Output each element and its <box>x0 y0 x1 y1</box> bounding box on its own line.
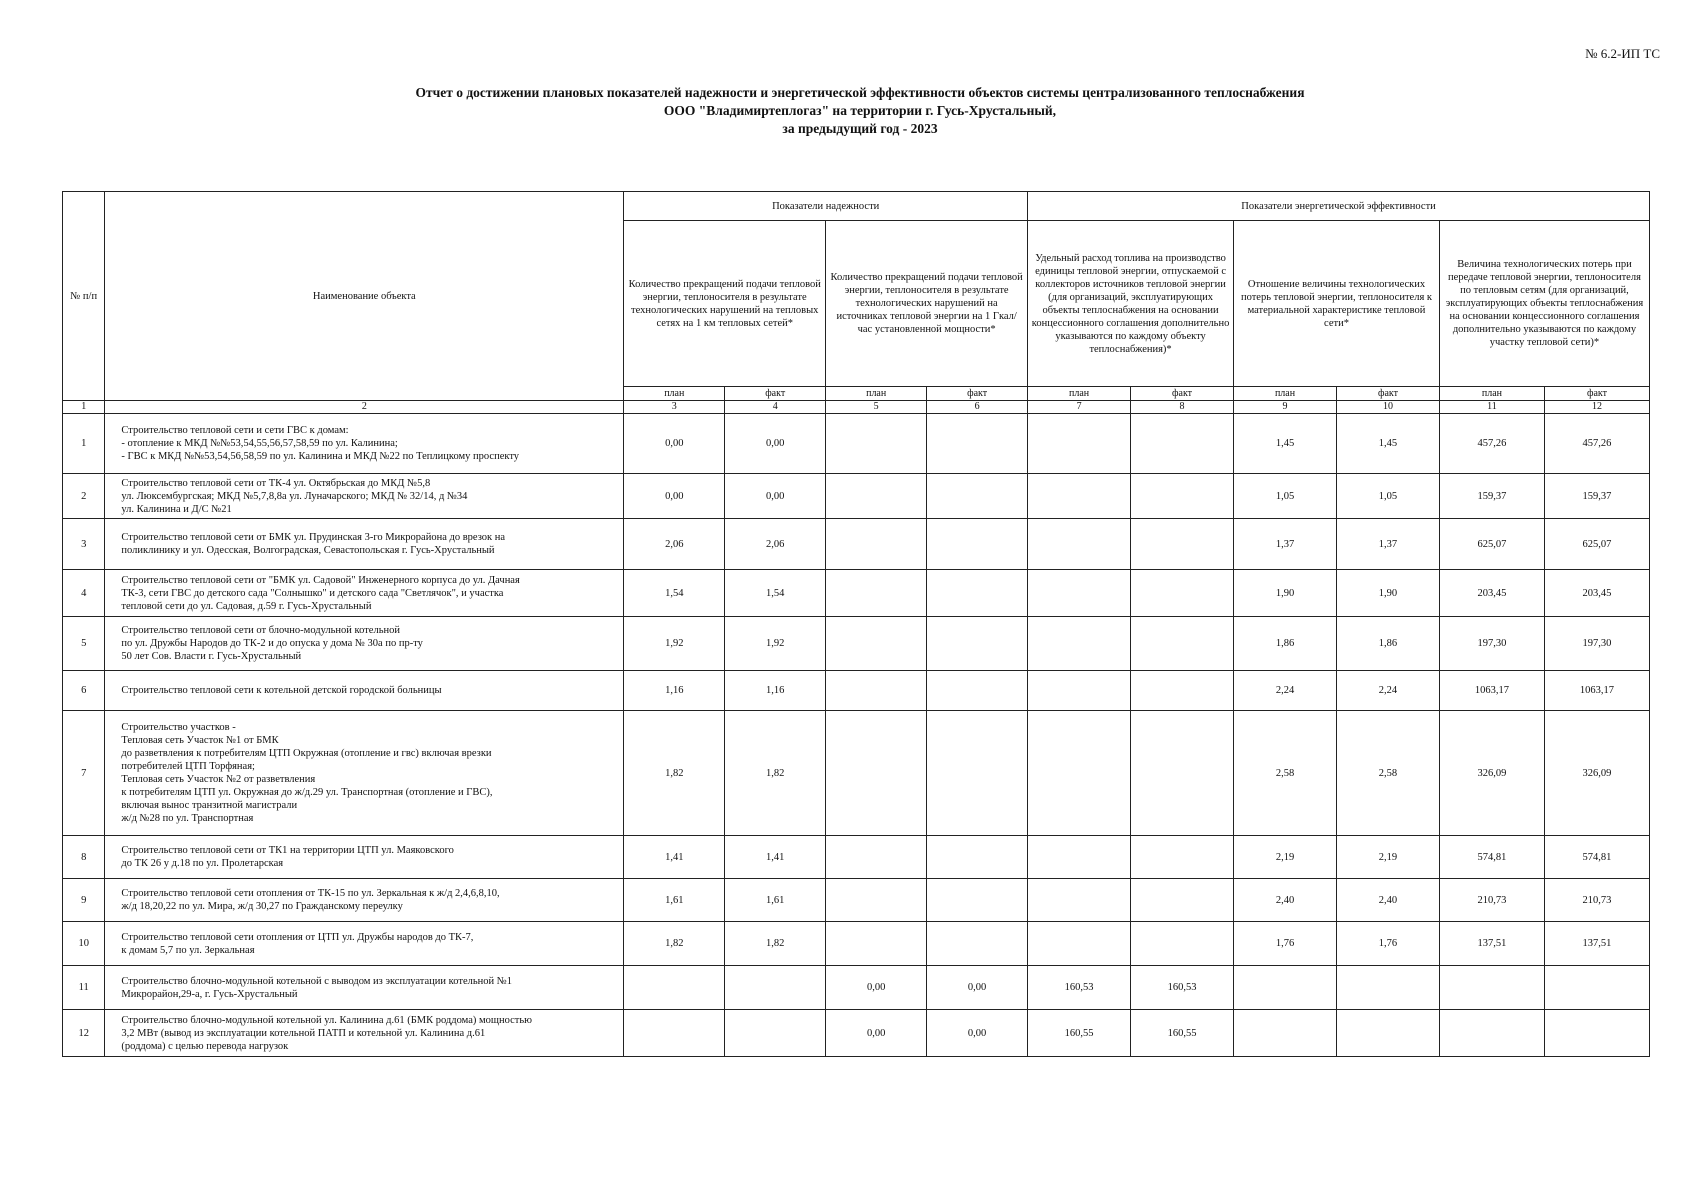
object-name-line: Тепловая сеть Участок №1 от БМК <box>121 735 279 746</box>
fact-value <box>1131 570 1234 617</box>
header-number: № п/п <box>63 192 105 401</box>
row-number: 6 <box>63 671 105 711</box>
column-number: 2 <box>105 401 624 414</box>
plan-value <box>826 836 927 879</box>
header-source-interruptions: Количество прекращений подачи тепловой энергии, теплоносителя в результате технологических нарушений на источниках тепловой энергии на 1 Гкал/час установленной мощности* <box>826 221 1028 387</box>
plan-value: 457,26 <box>1439 414 1544 474</box>
object-name <box>105 1010 624 1057</box>
column-number: 8 <box>1131 401 1234 414</box>
plan-value: 160,55 <box>1028 1010 1131 1057</box>
object-name-line: Строительство тепловой сети отопления от ТК-15 по ул. Зеркальная к ж/д 2,4,6,8,10, <box>121 888 500 899</box>
fact-value <box>725 966 826 1010</box>
fact-value: 2,58 <box>1337 711 1440 836</box>
object-name <box>105 617 624 671</box>
plan-value <box>1028 711 1131 836</box>
fact-value <box>1544 966 1649 1010</box>
plan-value: 2,19 <box>1234 836 1337 879</box>
object-name <box>105 519 624 570</box>
plan-value: 2,24 <box>1234 671 1337 711</box>
plan-value: 2,58 <box>1234 711 1337 836</box>
plan-value: 1,41 <box>624 836 725 879</box>
object-name-line: Строительство тепловой сети от БМК ул. Прудинская 3-го Микрорайона до врезок на <box>121 532 506 543</box>
header-efficiency: Показатели энергетической эффективности <box>1028 192 1650 221</box>
object-name-line: Тепловая сеть Участок №2 от разветвления <box>121 774 316 785</box>
plan-value: 0,00 <box>624 474 725 519</box>
header-fuel-consumption: Удельный расход топлива на производство единицы тепловой энергии, отпускаемой с коллекторов источников тепловой энергии (для организаций, эксплуатирующих объекты теплоснабжения на основании концессионного соглашения дополнительно указываются по каждому объекту теплоснабжения)* <box>1028 221 1234 387</box>
form-number: № 6.2-ИП ТС <box>1585 46 1660 61</box>
object-name-line: - ГВС к МКД №№53,54,56,58,59 по ул. Калинина и МКД №22 по Теплицкому проспекту <box>121 451 520 462</box>
object-name-line: до разветвления к потребителям ЦТП Окружная (отопление и гвс) включая врезки <box>121 748 492 759</box>
object-name-line: (роддома) с целью перевода нагрузок <box>121 1040 289 1052</box>
column-number: 7 <box>1028 401 1131 414</box>
header-network-interruptions: Количество прекращений подачи тепловой энергии, теплоносителя в результате технологических нарушений на тепловых сетях на 1 км тепловых сетей* <box>624 221 826 387</box>
object-name-line: до ТК 26 у д.18 по ул. Пролетарская <box>121 858 284 869</box>
plan-value <box>826 922 927 966</box>
fact-value <box>927 519 1028 570</box>
plan-value <box>1234 966 1337 1010</box>
object-name-line: ТК-3, сети ГВС до детского сада "Солнышко" и детского сада "Светлячок", и участка <box>121 587 504 599</box>
plan-value: 1,37 <box>1234 519 1337 570</box>
plan-value <box>1028 570 1131 617</box>
object-name-line: Строительство тепловой сети от ТК1 на территории ЦТП ул. Маяковского <box>121 845 454 856</box>
plan-value: 2,06 <box>624 519 725 570</box>
plan-value <box>624 966 725 1010</box>
plan-value <box>1439 1010 1544 1057</box>
table-body <box>63 414 1650 1057</box>
object-name-line: Строительство тепловой сети от ТК-4 ул. Октябрьская до МКД №5,8 <box>121 477 431 489</box>
fact-value: 457,26 <box>1544 414 1649 474</box>
object-name-line: Строительство тепловой сети от "БМК ул. Садовой" Инженерного корпуса до ул. Дачная <box>121 574 520 586</box>
row-number: 4 <box>63 570 105 617</box>
object-name-line: Строительство тепловой сети от блочно-модульной котельной <box>121 625 400 636</box>
fact-value: 137,51 <box>1544 922 1649 966</box>
plan-value <box>1028 617 1131 671</box>
header-fact: факт <box>1337 387 1440 401</box>
table-row <box>63 519 1650 570</box>
plan-value <box>826 570 927 617</box>
table-row <box>63 474 1650 519</box>
header-fact: факт <box>1131 387 1234 401</box>
plan-value: 159,37 <box>1439 474 1544 519</box>
fact-value: 2,40 <box>1337 879 1440 922</box>
plan-value <box>1028 836 1131 879</box>
header-plan: план <box>1234 387 1337 401</box>
row-number: 7 <box>63 711 105 836</box>
plan-value <box>1028 519 1131 570</box>
plan-value: 0,00 <box>826 966 927 1010</box>
object-name-line: 3,2 МВт (вывод из эксплуатации котельной ПАТП и котельной ул. Калинина д.61 <box>121 1027 486 1039</box>
title-line-2: ООО "Владимиртеплогаз" на территории г. Гусь-Хрустальный, <box>663 103 1057 118</box>
object-name-line: тепловой сети до ул. Садовая, д.59 г. Гусь-Хрустальный <box>121 600 372 612</box>
fact-value <box>1337 966 1440 1010</box>
column-number: 9 <box>1234 401 1337 414</box>
table-row <box>63 879 1650 922</box>
object-name <box>105 671 624 711</box>
fact-value: 197,30 <box>1544 617 1649 671</box>
plan-value: 0,00 <box>624 414 725 474</box>
fact-value: 326,09 <box>1544 711 1649 836</box>
row-number: 12 <box>63 1010 105 1057</box>
header-plan: план <box>624 387 725 401</box>
plan-value: 197,30 <box>1439 617 1544 671</box>
fact-value: 2,06 <box>725 519 826 570</box>
plan-value: 1,45 <box>1234 414 1337 474</box>
fact-value <box>927 711 1028 836</box>
title-line-1: Отчет о достижении плановых показателей надежности и энергетической эффективности объектов системы централизованного теплоснабжения <box>415 85 1305 100</box>
header-object-name: Наименование объекта <box>105 192 624 401</box>
fact-value: 0,00 <box>927 966 1028 1010</box>
fact-value: 1,41 <box>725 836 826 879</box>
plan-value: 1,05 <box>1234 474 1337 519</box>
table-row <box>63 414 1650 474</box>
header-technological-losses: Величина технологических потерь при передаче тепловой энергии, теплоносителя по тепловым сетям (для организаций, эксплуатирующих объекты теплоснабжения на основании концессионного соглашения дополнительно указываются по каждому участку тепловой сети)* <box>1439 221 1649 387</box>
fact-value: 1,37 <box>1337 519 1440 570</box>
fact-value: 1,16 <box>725 671 826 711</box>
plan-value: 160,53 <box>1028 966 1131 1010</box>
object-name-line: ж/д №28 по ул. Транспортная <box>121 813 254 824</box>
header-fact: факт <box>725 387 826 401</box>
row-number: 5 <box>63 617 105 671</box>
column-number: 10 <box>1337 401 1440 414</box>
row-number: 3 <box>63 519 105 570</box>
object-name <box>105 922 624 966</box>
fact-value <box>927 879 1028 922</box>
object-name <box>105 711 624 836</box>
row-number: 10 <box>63 922 105 966</box>
object-name-line: Строительство блочно-модульной котельной с выводом из эксплуатации котельной №1 <box>121 975 513 987</box>
object-name-line: Строительство тепловой сети к котельной детской городской больницы <box>121 685 442 696</box>
fact-value <box>927 570 1028 617</box>
fact-value <box>1337 1010 1440 1057</box>
table-row <box>63 617 1650 671</box>
fact-value <box>1131 474 1234 519</box>
plan-value <box>826 879 927 922</box>
fact-value: 203,45 <box>1544 570 1649 617</box>
fact-value: 160,53 <box>1131 966 1234 1010</box>
report-table <box>62 191 1650 1057</box>
object-name-line: по ул. Дружбы Народов до ТК-2 и до опуска у дома № 30а по пр-ту <box>121 638 423 649</box>
object-name <box>105 836 624 879</box>
fact-value: 1,05 <box>1337 474 1440 519</box>
object-name-line: к домам 5,7 по ул. Зеркальная <box>121 944 255 956</box>
fact-value: 0,00 <box>927 1010 1028 1057</box>
fact-value: 1,82 <box>725 711 826 836</box>
table-row <box>63 922 1650 966</box>
plan-value <box>826 519 927 570</box>
title-line-3: за предыдущий год - 2023 <box>782 121 938 136</box>
object-name-line: Строительство блочно-модульной котельной ул. Калинина д.61 (БМК роддома) мощностью <box>121 1014 533 1026</box>
fact-value: 574,81 <box>1544 836 1649 879</box>
plan-value: 1,61 <box>624 879 725 922</box>
fact-value: 1,82 <box>725 922 826 966</box>
fact-value <box>1131 519 1234 570</box>
plan-value <box>826 671 927 711</box>
fact-value: 1063,17 <box>1544 671 1649 711</box>
header-plan: план <box>1028 387 1131 401</box>
plan-value <box>1028 414 1131 474</box>
fact-value <box>725 1010 826 1057</box>
table-row <box>63 671 1650 711</box>
plan-value <box>1439 966 1544 1010</box>
fact-value <box>1131 414 1234 474</box>
plan-value <box>1028 474 1131 519</box>
object-name-line: 50 лет Сов. Власти г. Гусь-Хрустальный <box>121 651 302 662</box>
plan-value <box>1234 1010 1337 1057</box>
fact-value: 1,54 <box>725 570 826 617</box>
fact-value <box>1131 711 1234 836</box>
fact-value <box>1131 617 1234 671</box>
header-plan: план <box>1439 387 1544 401</box>
object-name <box>105 570 624 617</box>
object-name <box>105 966 624 1010</box>
fact-value: 1,61 <box>725 879 826 922</box>
fact-value <box>1131 922 1234 966</box>
fact-value: 1,86 <box>1337 617 1440 671</box>
header-fact: факт <box>927 387 1028 401</box>
column-number: 12 <box>1544 401 1649 414</box>
fact-value <box>1131 671 1234 711</box>
plan-value: 210,73 <box>1439 879 1544 922</box>
object-name-line: включая вынос транзитной магистрали <box>121 800 298 811</box>
object-name <box>105 414 624 474</box>
object-name-line: - отопление к МКД №№53,54,55,56,57,58,59 по ул. Калинина; <box>121 438 398 449</box>
plan-value: 574,81 <box>1439 836 1544 879</box>
table-row <box>63 1010 1650 1057</box>
object-name-line: Микрорайон,29-а, г. Гусь-Хрустальный <box>121 988 298 1000</box>
plan-value: 1,54 <box>624 570 725 617</box>
plan-value: 1,90 <box>1234 570 1337 617</box>
fact-value: 0,00 <box>725 414 826 474</box>
fact-value <box>927 617 1028 671</box>
plan-value: 1,16 <box>624 671 725 711</box>
object-name-line: потребителей ЦТП Торфяная; <box>121 761 255 772</box>
row-number: 9 <box>63 879 105 922</box>
row-number: 1 <box>63 414 105 474</box>
table-row <box>63 570 1650 617</box>
fact-value: 210,73 <box>1544 879 1649 922</box>
fact-value <box>927 671 1028 711</box>
object-name-line: Строительство тепловой сети и сети ГВС к домам: <box>121 425 349 436</box>
fact-value <box>1131 836 1234 879</box>
plan-value: 326,09 <box>1439 711 1544 836</box>
header-loss-ratio: Отношение величины технологических потерь тепловой энергии, теплоносителя к материальной характеристике тепловой сети* <box>1234 221 1440 387</box>
plan-value: 137,51 <box>1439 922 1544 966</box>
fact-value: 160,55 <box>1131 1010 1234 1057</box>
column-number: 1 <box>63 401 105 414</box>
object-name <box>105 879 624 922</box>
plan-value <box>826 474 927 519</box>
fact-value: 625,07 <box>1544 519 1649 570</box>
plan-value <box>826 617 927 671</box>
fact-value <box>1131 879 1234 922</box>
plan-value: 1,82 <box>624 922 725 966</box>
fact-value: 1,76 <box>1337 922 1440 966</box>
table-header <box>63 192 1650 414</box>
plan-value: 1,92 <box>624 617 725 671</box>
object-name-line: ж/д 18,20,22 по ул. Мира, ж/д 30,27 по Гражданскому переулку <box>121 901 403 912</box>
fact-value <box>927 922 1028 966</box>
fact-value: 1,92 <box>725 617 826 671</box>
object-name-line: ул. Калинина и Д/С №21 <box>121 503 232 515</box>
plan-value <box>1028 671 1131 711</box>
fact-value <box>1544 1010 1649 1057</box>
fact-value: 0,00 <box>725 474 826 519</box>
fact-value <box>927 836 1028 879</box>
fact-value: 1,45 <box>1337 414 1440 474</box>
plan-value: 0,00 <box>826 1010 927 1057</box>
object-name-line: поликлинику и ул. Одесская, Волгоградская, Севастопольская г. Гусь-Хрустальный <box>121 545 495 556</box>
object-name <box>105 474 624 519</box>
plan-value: 2,40 <box>1234 879 1337 922</box>
plan-value <box>1028 922 1131 966</box>
header-reliability: Показатели надежности <box>624 192 1028 221</box>
row-number: 2 <box>63 474 105 519</box>
column-number: 5 <box>826 401 927 414</box>
plan-value: 1063,17 <box>1439 671 1544 711</box>
column-number: 6 <box>927 401 1028 414</box>
fact-value <box>927 414 1028 474</box>
object-name-line: ул. Люксембургская; МКД №5,7,8,8а ул. Луначарского; МКД № 32/14, д №34 <box>121 490 468 502</box>
table-row <box>63 836 1650 879</box>
plan-value: 1,86 <box>1234 617 1337 671</box>
report-title <box>100 84 1620 138</box>
plan-value <box>826 711 927 836</box>
plan-value: 203,45 <box>1439 570 1544 617</box>
object-name-line: Строительство участков - <box>121 722 236 733</box>
plan-value: 1,82 <box>624 711 725 836</box>
fact-value: 159,37 <box>1544 474 1649 519</box>
column-number: 3 <box>624 401 725 414</box>
plan-value: 1,76 <box>1234 922 1337 966</box>
table-row <box>63 966 1650 1010</box>
object-name-line: к потребителям ЦТП ул. Окружная до ж/д.29 ул. Транспортная (отопление и ГВС), <box>121 787 493 798</box>
row-number: 8 <box>63 836 105 879</box>
plan-value: 625,07 <box>1439 519 1544 570</box>
column-number: 4 <box>725 401 826 414</box>
header-fact: факт <box>1544 387 1649 401</box>
fact-value <box>927 474 1028 519</box>
plan-value <box>624 1010 725 1057</box>
table-row <box>63 711 1650 836</box>
header-plan: план <box>826 387 927 401</box>
object-name-line: Строительство тепловой сети отопления от ЦТП ул. Дружбы народов до ТК-7, <box>121 931 474 943</box>
plan-value <box>1028 879 1131 922</box>
fact-value: 2,19 <box>1337 836 1440 879</box>
plan-value <box>826 414 927 474</box>
column-number: 11 <box>1439 401 1544 414</box>
fact-value: 1,90 <box>1337 570 1440 617</box>
row-number: 11 <box>63 966 105 1010</box>
fact-value: 2,24 <box>1337 671 1440 711</box>
